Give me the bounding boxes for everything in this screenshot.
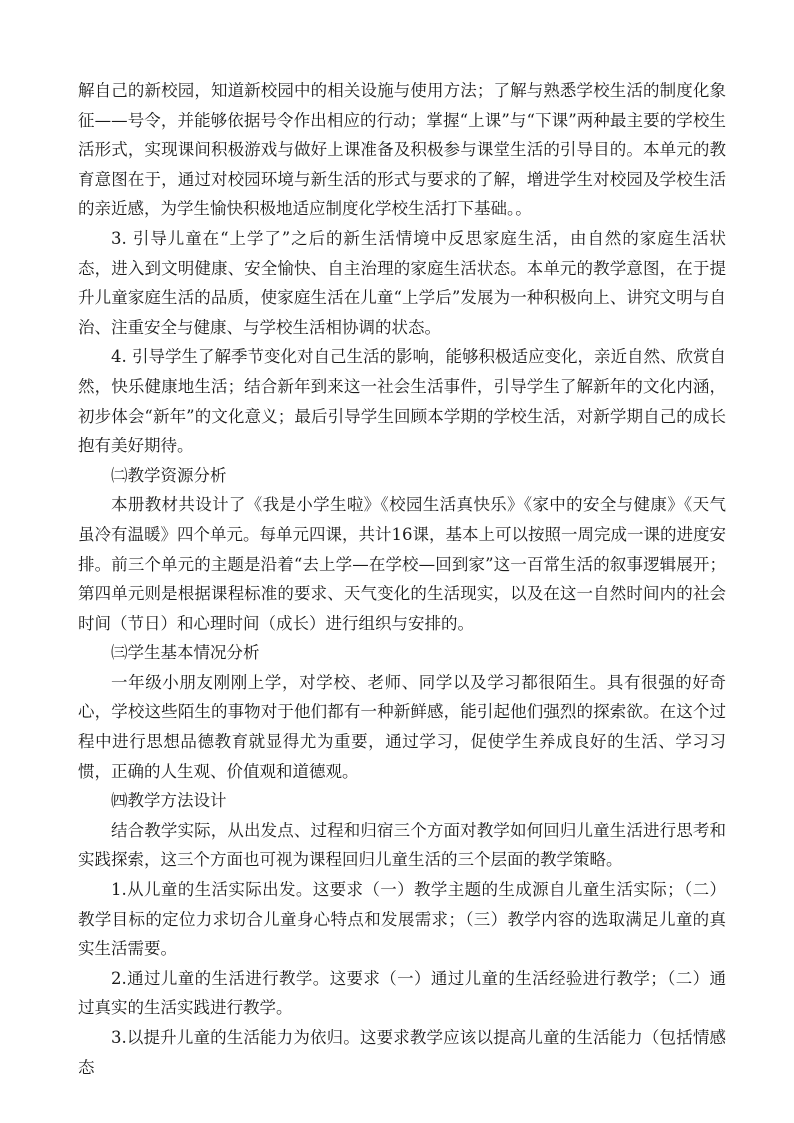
paragraph-teaching-resources: 本册教材共设计了《我是小学生啦》《校园生活真快乐》《家中的安全与健康》《天气虽冷有温暖》四个单元。每单元四课，共计16课，基本上可以按照一周完成一课的进度安排。前三个单元的主题是沿着“去上学—在学校—回到家”这一百常生活的叙事逻辑展开；第四单元则是根据课程标准的要求、天气变化的生活现实，以及在这一自然时间内的社会时间（节日）和心理时间（成长）进行组织与安排的。 (78, 495, 726, 633)
paragraph-method-1: 1.从儿童的生活实际出发。这要求（一）教学主题的生成源自儿童生活实际；（二）教学目标的定位力求切合儿童身心特点和发展需求；（三）教学内容的选取满足儿童的真实生活需要。 (78, 880, 726, 959)
paragraph-method-3: 3.以提升儿童的生活能力为依归。这要求教学应该以提高儿童的生活能力（包括情感态 (78, 1028, 726, 1077)
paragraph-unit-two-continued: 解自己的新校园，知道新校园中的相关设施与使用方法；了解与熟悉学校生活的制度化象征——号令，并能够依据号令作出相应的行动；掌握“上课”与“下课”两种最主要的学校生活形式，实现课间积极游戏与做好上课准备及积极参与课堂生活的引导目的。本单元的教育意图在于，通过对校园环境与新生活的形式与要求的了解，增进学生对校园及学校生活的亲近感，为学生愉快积极地适应制度化学校生活打下基础。。 (78, 81, 726, 219)
paragraph-student-analysis: 一年级小朋友刚刚上学，对学校、老师、同学以及学习都很陌生。具有很强的好奇心，学校这些陌生的事物对于他们都有一种新鲜感，能引起他们强烈的探索欲。在这个过程中进行思想品德教育就显得尤为重要，通过学习，促使学生养成良好的生活、学习习惯，正确的人生观、价值观和道德观。 (78, 672, 726, 781)
section-heading-student-analysis: ㈢学生基本情况分析 (111, 643, 260, 663)
paragraph-item-4: 4. 引导学生了解季节变化对自己生活的影响，能够积极适应变化，亲近自然、欣赏自然，快乐健康地生活；结合新年到来这一社会生活事件，引导学生了解新年的文化内涵，初步体会“新年”的文化意义；最后引导学生回顾本学期的学校生活，对新学期自己的成长抱有美好期待。 (78, 347, 726, 456)
section-heading-teaching-methods: ㈣教学方法设计 (111, 791, 227, 811)
paragraph-item-3: 3. 引导儿童在“上学了”之后的新生活情境中反思家庭生活，由自然的家庭生活状态，进入到文明健康、安全愉快、自主治理的家庭生活状态。本单元的教学意图，在于提升儿童家庭生活的品质，使家庭生活在儿童“上学后”发展为一种积极向上、讲究文明与自治、注重安全与健康、与学校生活相协调的状态。 (78, 228, 726, 337)
paragraph-method-2: 2.通过儿童的生活进行教学。这要求（一）通过儿童的生活经验进行教学；（二）通过真实的生活实践进行教学。 (78, 968, 726, 1018)
document-page (78, 76, 726, 1082)
paragraph-teaching-methods-intro: 结合教学实际，从出发点、过程和归宿三个方面对教学如何回归儿童生活进行思考和实践探索，这三个方面也可视为课程回归儿童生活的三个层面的教学策略。 (78, 820, 726, 870)
section-heading-teaching-resources: ㈡教学资源分析 (111, 465, 227, 485)
